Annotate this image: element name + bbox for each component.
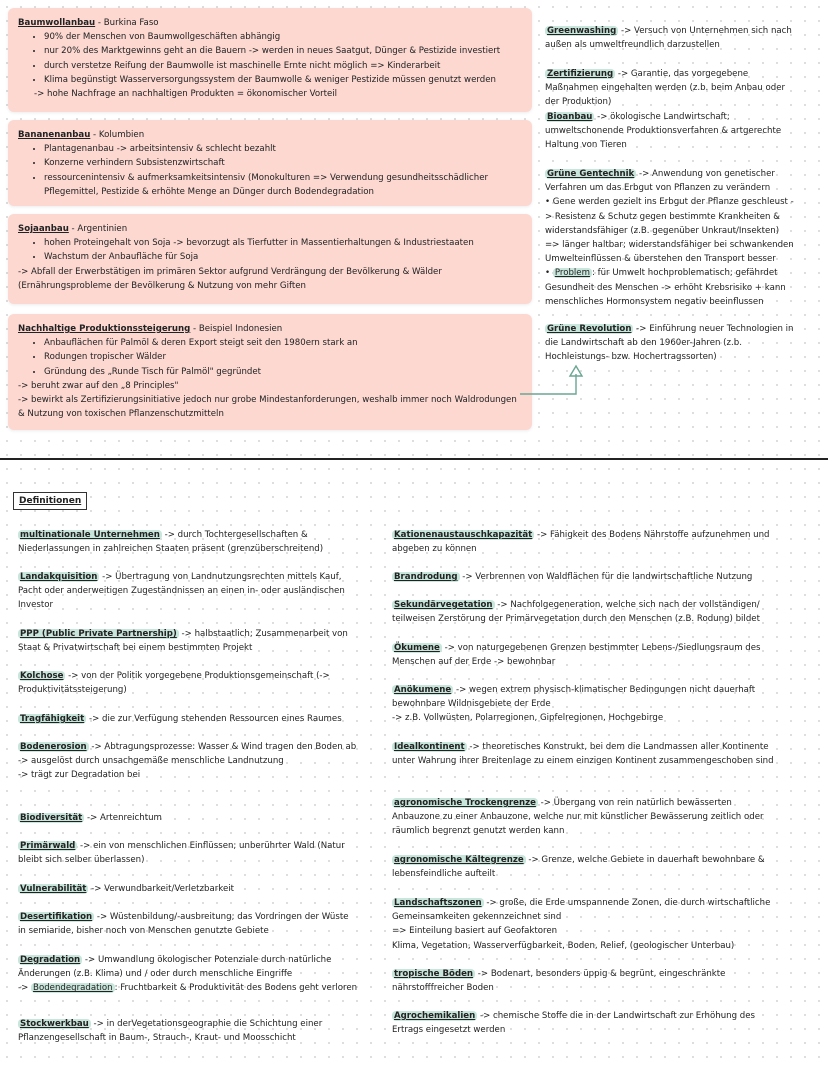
box-note: -> bewirkt als Zertifizierungsinitiative jedoch nur grobe Mindestanforderungen, weshalb immer noch Waldrodungen & Nutzung von toxischen Pflanzenschutzmitteln xyxy=(18,395,517,420)
definition-entry xyxy=(392,528,772,556)
bullet-list xyxy=(18,142,522,199)
box-note: -> beruht zwar auf den „8 Principles" xyxy=(18,380,179,391)
definition-entry xyxy=(18,839,358,867)
definition-entry xyxy=(392,641,772,669)
definition-term: Landakquisition xyxy=(20,572,98,582)
definition-text: -> die zur Verfügung stehenden Ressourcen eines Raumes xyxy=(86,714,342,724)
case-box-baumwolle xyxy=(8,8,532,112)
definition-term: Kationenaustauschkapazität xyxy=(394,530,533,540)
definition-text: -> Fähigkeit des Bodens Nährstoffe aufzunehmen und abgeben zu können xyxy=(392,530,770,555)
definition-text: -> Grenze, welche Gebiete in dauerhaft bewohnbare & lebensfeindliche aufteilt xyxy=(392,855,765,880)
definition-text: -> ein von menschlichen Einflüssen; unberührter Wald (Natur bleibt sich selber überlassen) xyxy=(18,841,345,866)
definition-entry xyxy=(18,712,358,726)
case-title: Sojaanbau xyxy=(18,224,69,234)
definition-text: -> Wüstenbildung/-ausbreitung; das Vordringen der Wüste in semiaride, bisher noch von Menschen genutzte Gebiete xyxy=(18,912,349,937)
term-entry xyxy=(545,322,795,365)
definition-text: -> Nachfolgegeneration, welche sich nach der vollständigen/ teilweisen Zerstörung der Primärvegetation durch den Menschen (z.B. Rodung) bildet xyxy=(392,600,760,625)
case-box-palmoel xyxy=(8,314,532,430)
definition-text: -> Übertragung von Landnutzungsrechten mittels Kauf, Pacht oder anderweitigen Zugeständnissen an einen in- oder ausländischen Investor xyxy=(18,572,345,611)
case-box-soja xyxy=(8,214,532,304)
case-title: Baumwollanbau xyxy=(18,18,96,28)
definition-text: -> von naturgegebenen Grenzen bestimmter Lebens-/Siedlungsraum des Menschen auf der Erde -> bewohnbar xyxy=(392,643,761,668)
bullet-item: • hohen Proteingehalt von Soja -> bevorzugt als Tierfutter in Massentierhaltungen & Industriestaaten xyxy=(44,236,522,250)
definition-entry xyxy=(18,882,358,896)
bullet-item: • Konzerne verhindern Subsistenzwirtschaft xyxy=(44,156,522,170)
problem-text: : für Umwelt hochproblematisch; gefährdet Gesundheit des Menschen -> erhöht Krebsrisiko + kann menschliches Hormonsystem negativ beeinflussen xyxy=(545,268,786,307)
case-region: - Beispiel Indonesien xyxy=(190,324,283,334)
definition-term: multinationale Unternehmen xyxy=(20,530,160,540)
definition-entry xyxy=(392,853,782,881)
definition-text: -> theoretisches Konstrukt, bei dem die Landmassen aller Kontinente unter Wahrung ihrer Breitenlage zu einem einzigen Kontinent zusammengeschoben sind xyxy=(392,742,774,767)
definition-text: : Fruchtbarkeit & Produktivität des Bodens geht verloren xyxy=(114,983,358,994)
definition-term: Degradation xyxy=(20,955,81,965)
definition-entry xyxy=(392,570,772,584)
bullet-item: • Anbauflächen für Palmöl & deren Export steigt seit den 1980ern stark an xyxy=(44,336,522,350)
definition-text: -> Abtragungsprozesse: Wasser & Wind tragen den Boden ab -> ausgelöst durch unsachgemäße menschliche Landnutzung -> trägt zur Degradation bei xyxy=(18,742,357,781)
definition-text: -> wegen extrem physisch-klimatischer Bedingungen nicht dauerhaft bewohnbare Wildnisgebiete der Erde -> z.B. Vollwüsten, Polarregionen, Gipfelregionen, Hochgebirge xyxy=(392,685,756,724)
term-label: Greenwashing xyxy=(547,26,617,36)
bullet-list xyxy=(18,336,522,379)
case-region: - Kolumbien xyxy=(90,130,145,140)
definition-text: -> Artenreichtum xyxy=(84,813,162,823)
term-text: -> Versuch von Unternehmen sich nach außen als umweltfreundlich darzustellen xyxy=(545,26,792,51)
definition-term: Stockwerkbau xyxy=(20,1019,89,1029)
bullet-item: • durch verstetze Reifung der Baumwolle ist maschinelle Ernte nicht möglich => Kinderarbeit xyxy=(44,59,522,73)
definition-entry xyxy=(18,669,358,697)
case-box-banane xyxy=(8,120,532,206)
bullet-item: • Wachstum der Anbaufläche für Soja xyxy=(44,250,522,264)
bullet-item: • Gründung des „Runde Tisch für Palmöl" gegründet xyxy=(44,365,522,379)
definition-prefix: -> xyxy=(18,983,32,994)
definition-entry xyxy=(18,953,358,996)
term-entry: Grüne Gentechnik -> Anwendung von genetischer Verfahren um das Erbgut von Pflanzen zu verändern • Gene werden gezielt ins Erbgut der Pflanze geschleust -> Resistenz & Schutz gegen bestimmte Krankheiten & widerstandsfähiger (z.B. gegenüber Unkraut/Insekten) => länger haltbar; widerstandsfähiger bei schwankenden Umwelteinflüssen & überstehen den Transport besser • Problem : für Umwelt hochproblematisch; gefährdet Gesundheit des Menschen -> erhöht Krebsrisiko + kann menschliches Hormonsystem negativ beeinflussen xyxy=(545,169,794,307)
term-text: -> ökologische Landwirtschaft; umweltschonende Produktionsverfahren & artgerechte Haltung von Tieren xyxy=(545,112,782,151)
definition-text: -> Übergang von rein natürlich bewässerten Anbauzone zu einer Anbauzone, welche nur mit künstlicher Bewässerung zeitlich oder räumlich begrenzt genutzt werden kann xyxy=(392,798,764,837)
definition-entry xyxy=(18,910,358,938)
definition-term: Kolchose xyxy=(20,671,64,681)
section-divider xyxy=(0,458,828,460)
definition-term: Brandrodung xyxy=(394,572,458,582)
definition-entry xyxy=(18,811,358,825)
definition-text: -> Verbrennen von Waldflächen für die landwirtschaftliche Nutzung xyxy=(459,572,753,582)
connector-arrow-icon xyxy=(518,364,588,398)
bullet-item: • 90% der Menschen von Baumwollgeschäften abhängig xyxy=(44,30,522,44)
definition-text: -> halbstaatlich; Zusammenarbeit von Staat & Privatwirtschaft bei einem bestimmten Projekt xyxy=(18,629,348,654)
definition-entry xyxy=(18,627,358,655)
box-note: -> hohe Nachfrage an nachhaltigen Produkten = ökonomischer Vorteil xyxy=(34,89,338,100)
definition-text: -> chemische Stoffe die in der Landwirtschaft zur Erhöhung des Ertrags eingesetzt werden xyxy=(392,1011,756,1036)
definition-entry xyxy=(18,1017,358,1045)
definition-entry xyxy=(392,683,772,726)
definition-term: Biodiversität xyxy=(20,813,83,823)
definition-entry xyxy=(18,740,358,783)
definition-text: -> durch Tochtergesellschaften & Niederlassungen in zahlreichen Staaten präsent (grenzüberschreitend) xyxy=(18,530,324,555)
definition-term: Ökumene xyxy=(394,643,440,653)
case-title: Nachhaltige Produktionssteigerung xyxy=(18,324,191,334)
term-label: Grüne Revolution xyxy=(547,324,632,334)
bullet-list xyxy=(18,30,522,87)
case-region: - Burkina Faso xyxy=(95,18,159,28)
definition-term: Idealkontinent xyxy=(394,742,465,752)
bullet-item: • ressourcenintensiv & aufmerksamkeitsintensiv (Monokulturen => Verwendung gesundheitsschädlicher Pflegemittel, Pestizide & erhöhte Menge an Dünger durch Bodendegradation xyxy=(44,171,522,199)
term-label: Grüne Gentechnik xyxy=(547,169,635,179)
term-text: -> Einführung neuer Technologien in die Landwirtschaft ab den 1960er-Jahren (z.b. Hochleistungs- bzw. Hochertragssorten) xyxy=(545,324,794,363)
term-entry xyxy=(545,67,795,110)
definition-term: tropische Böden xyxy=(394,969,474,979)
term-detail: • Gene werden gezielt ins Erbgut der Pflanze geschleust -> Resistenz & Schutz gegen bestimmte Krankheiten & widerstandsfähiger (z.B. gegenüber Unkraut/Insekten) => länger haltbar; widerstandsfähiger bei schwankenden Umwelteinflüssen & überstehen den Transport besser xyxy=(545,197,794,265)
bullet-item: • Klima begünstigt Wasserversorgungssystem der Baumwolle & weniger Pestizide müssen genutzt werden xyxy=(44,73,522,87)
term-text: -> Anwendung von genetischer Verfahren um das Erbgut von Pflanzen zu verändern xyxy=(545,169,775,194)
definition-term: Anökumene xyxy=(394,685,452,695)
definition-term: agronomische Trockengrenze xyxy=(394,798,536,808)
definition-subterm: Bodendegradation xyxy=(33,983,113,994)
definition-term: Bodenerosion xyxy=(20,742,87,752)
term-label: Zertifizierung xyxy=(547,69,614,79)
problem-label: Problem xyxy=(554,268,590,279)
bullet-item: • Plantagenanbau -> arbeitsintensiv & schlecht bezahlt xyxy=(44,142,522,156)
definitions-title: Definitionen xyxy=(19,496,82,506)
definition-entry xyxy=(392,967,782,995)
definition-text: -> in derVegetationsgeographie die Schichtung einer Pflanzengesellschaft in Baum-, Strauch-, Kraut- und Moosschicht xyxy=(18,1019,323,1044)
definitions-heading xyxy=(13,492,87,510)
term-entry xyxy=(545,110,795,153)
definition-term: Desertifikation xyxy=(20,912,93,922)
definition-term: Tragfähigkeit xyxy=(20,714,85,724)
case-region: - Argentinien xyxy=(68,224,128,234)
bullet-item: • Rodungen tropischer Wälder xyxy=(44,350,522,364)
definition-entry xyxy=(18,528,358,556)
definition-text: -> von der Politik vorgegebene Produktionsgemeinschaft (-> Produktivitätssteigerung) xyxy=(18,671,330,696)
definition-term: agronomische Kältegrenze xyxy=(394,855,524,865)
definition-term: Sekundärvegetation xyxy=(394,600,493,610)
definition-term: Vulnerabilität xyxy=(20,884,87,894)
term-text: -> Garantie, das vorgegebene Maßnahmen eingehalten werden (z.b. beim Anbau oder der Produktion) xyxy=(545,69,786,108)
definition-text: -> Verwundbarkeit/Verletzbarkeit xyxy=(88,884,234,894)
definition-entry xyxy=(392,598,777,626)
term-label: Bioanbau xyxy=(547,112,593,122)
bullet-list xyxy=(18,236,522,264)
box-note: -> Abfall der Erwerbstätigen im primären Sektor aufgrund Verdrängung der Bevölkerung & Wälder (Ernährungsprobleme der Bevölkerung & Nutzung von mehr Giften xyxy=(18,266,442,291)
definition-text: -> Umwandlung ökologischer Potenziale durch natürliche Änderungen (z.B. Klima) und / oder durch menschliche Eingriffe xyxy=(18,955,332,980)
term-entry xyxy=(545,24,795,52)
definition-term: Landschaftszonen xyxy=(394,898,482,908)
definition-entry xyxy=(392,1009,782,1037)
definition-term: PPP (Public Private Partnership) xyxy=(20,629,177,639)
definition-term: Agrochemikalien xyxy=(394,1011,476,1021)
bullet-item: • nur 20% des Marktgewinns geht an die Bauern -> werden in neues Saatgut, Dünger & Pestizide investiert xyxy=(44,44,522,58)
definition-text: -> Bodenart, besonders üppig & begrünt, eingeschränkte nährstofffreicher Boden xyxy=(392,969,726,994)
definition-entry xyxy=(392,796,782,839)
definition-entry xyxy=(18,570,358,613)
definition-entry xyxy=(392,896,782,953)
case-title: Bananenanbau xyxy=(18,130,91,140)
definition-text: -> große, die Erde umspannende Zonen, die durch wirtschaftliche Gemeinsamkeiten gekennzeichnet sind => Einteilung basiert auf Geofaktoren Klima, Vegetation, Wasserverfügbarkeit, Boden, Relief, (geologischer Unterbau) xyxy=(392,898,771,951)
definition-entry xyxy=(392,740,782,768)
definition-term: Primärwald xyxy=(20,841,76,851)
